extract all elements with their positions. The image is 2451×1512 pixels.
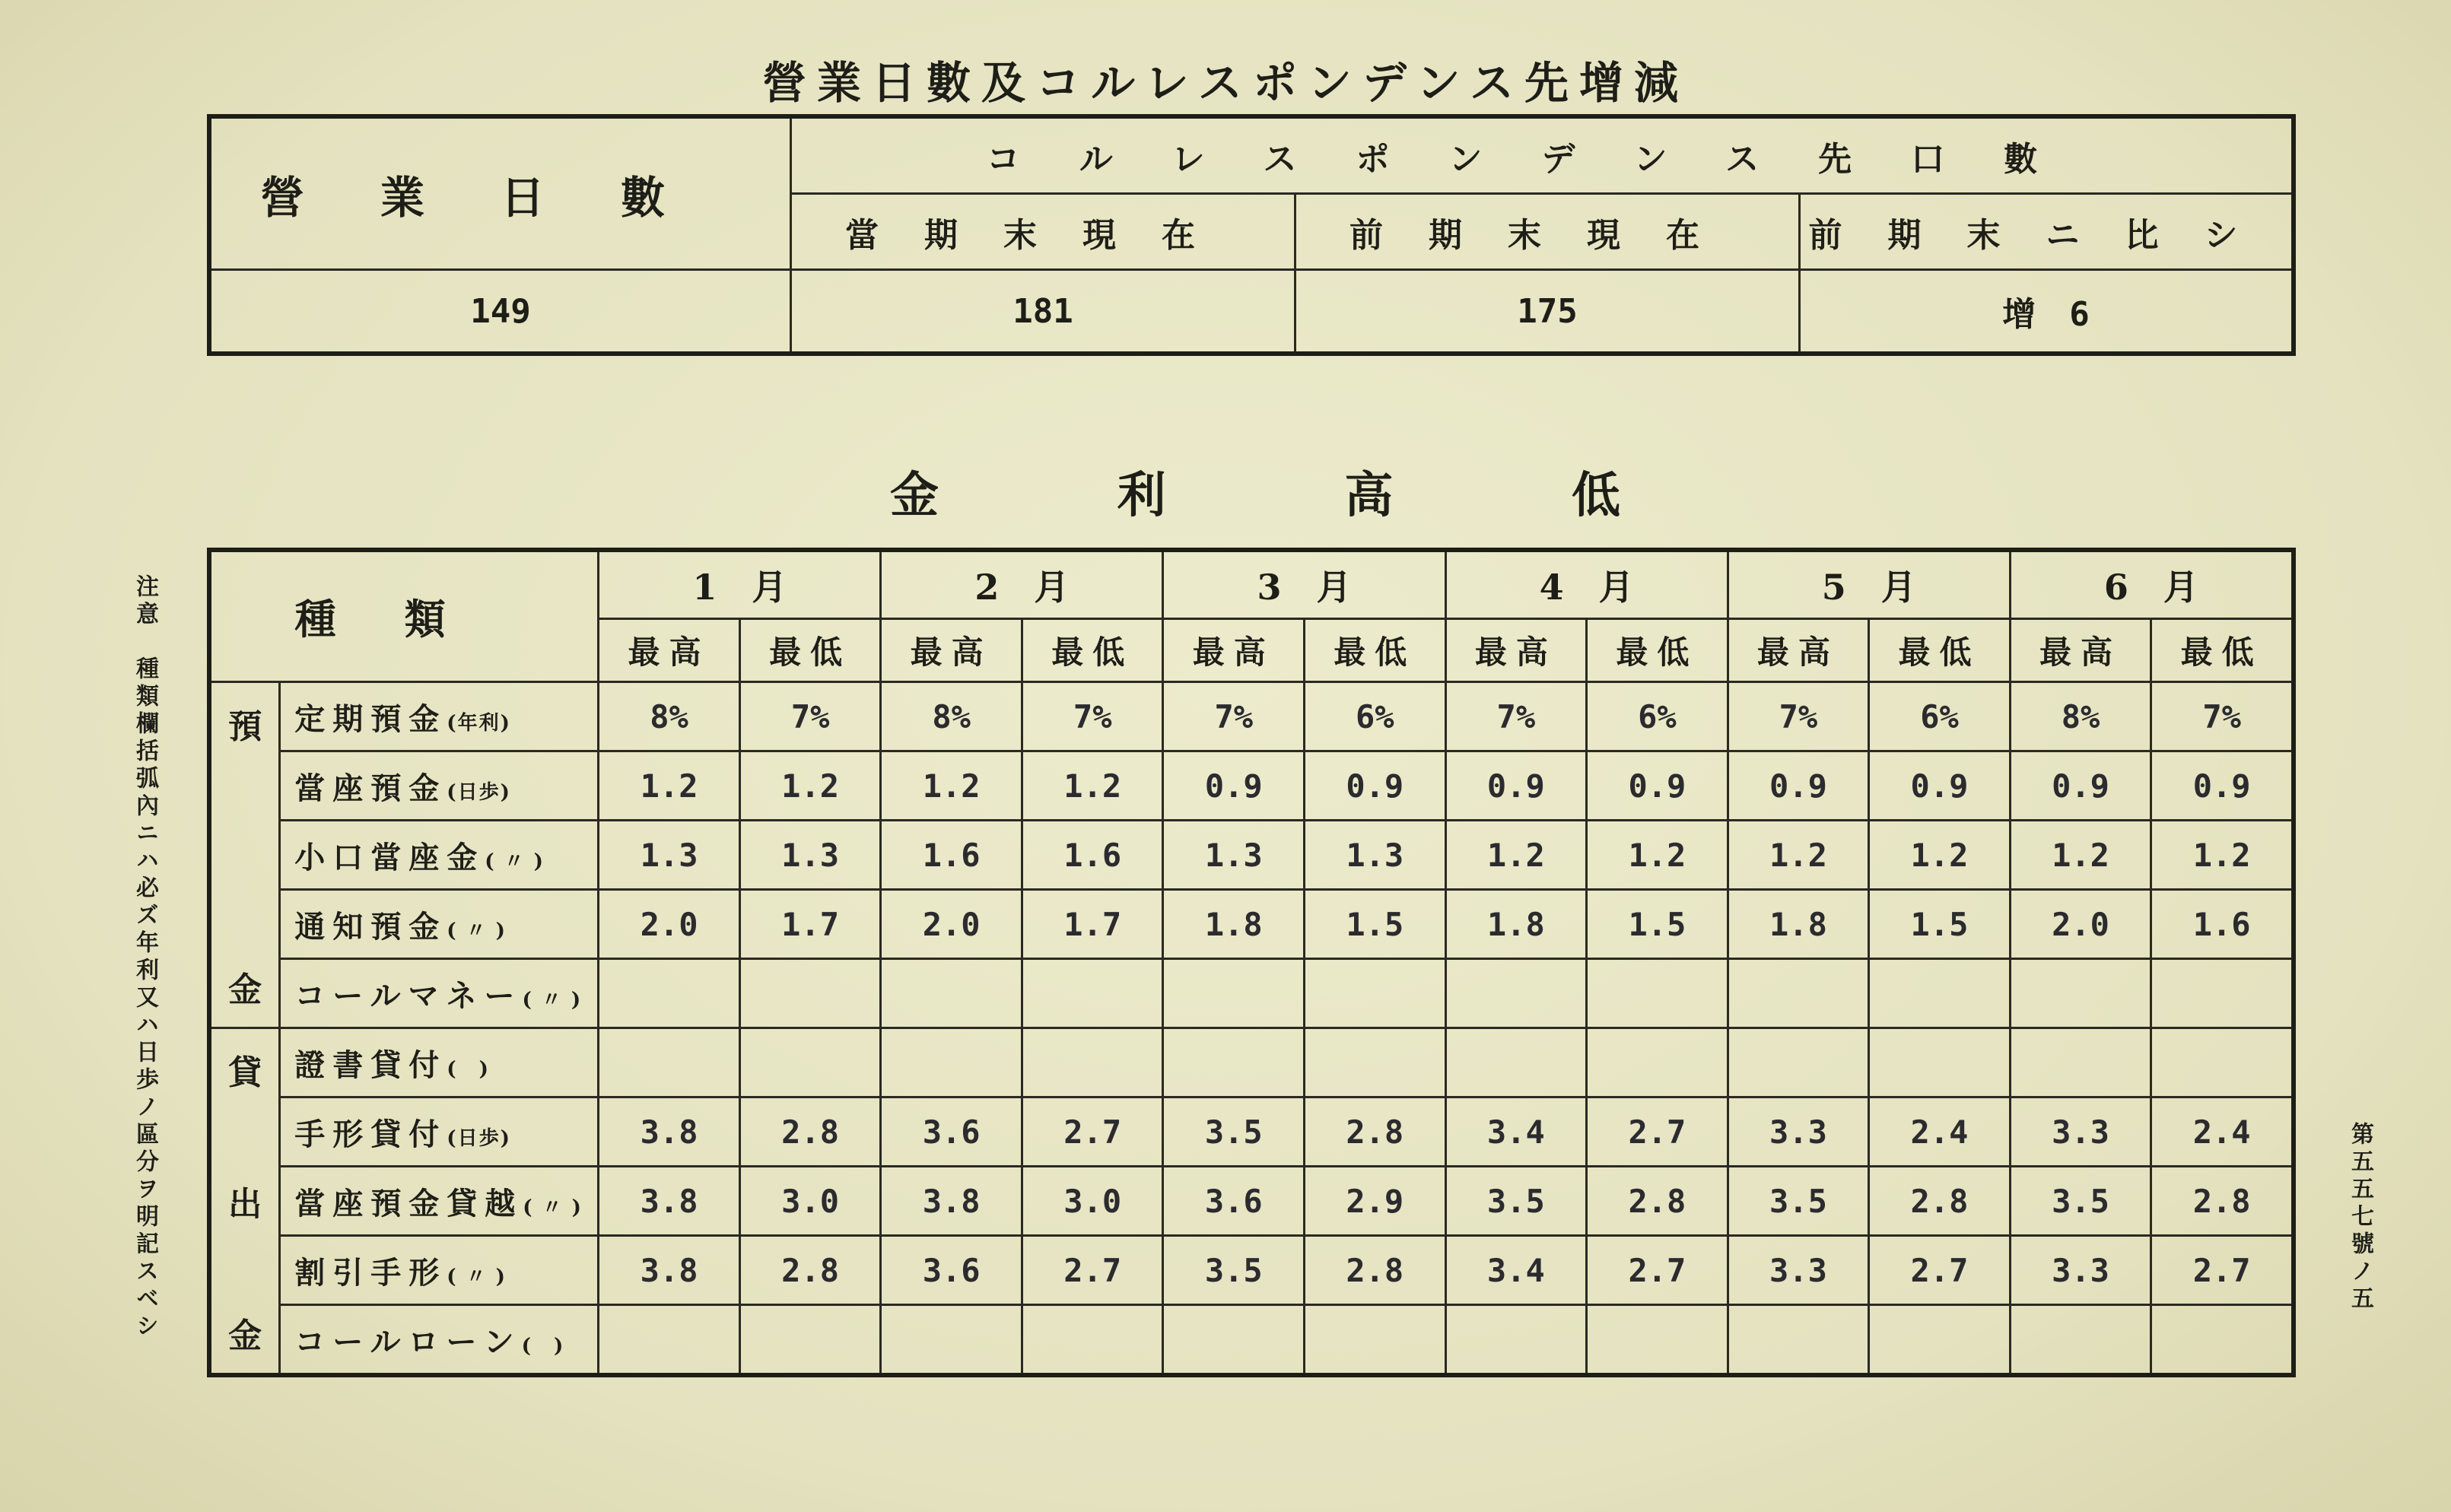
rate-value	[1163, 1028, 1305, 1097]
rate-value: 3.5	[1728, 1167, 1869, 1236]
rate-value	[1587, 1028, 1728, 1097]
rate-value: 0.9	[1445, 751, 1587, 821]
interest-rate-title	[890, 456, 1620, 526]
rate-value: 3.5	[1163, 1097, 1305, 1167]
rate-value: 8%	[2010, 682, 2151, 751]
loan-category	[209, 1028, 280, 1376]
rate-value	[2151, 1305, 2294, 1376]
table-row	[209, 1097, 2294, 1167]
category-char: 金	[228, 1317, 262, 1355]
rate-item-unit: ( )	[447, 1057, 490, 1081]
rate-item-label	[280, 682, 599, 751]
rate-item-unit: ( 〃 )	[447, 919, 507, 942]
rate-value	[1869, 959, 2011, 1028]
rate-value: 2.8	[1869, 1167, 2011, 1236]
rate-value: 0.9	[2010, 751, 2151, 821]
month-header-3: 3 月	[1163, 550, 1445, 619]
rate-value	[2151, 1028, 2294, 1097]
rate-item-label	[280, 1028, 599, 1097]
rate-value: 1.2	[1728, 821, 1869, 890]
month-5-high-label: 最高	[1728, 619, 1869, 682]
rate-value: 2.7	[2151, 1236, 2294, 1305]
month-6-high-label: 最高	[2010, 619, 2151, 682]
rate-value: 3.8	[881, 1167, 1022, 1236]
rate-value	[881, 1305, 1022, 1376]
rate-value: 2.4	[1869, 1097, 2011, 1167]
rate-value: 2.0	[599, 890, 740, 959]
rate-value	[1163, 1305, 1305, 1376]
rate-value: 0.9	[1305, 751, 1446, 821]
rate-item-name: 手形貸付	[294, 1116, 447, 1152]
rate-value: 0.9	[2151, 751, 2294, 821]
rate-value: 1.2	[2010, 821, 2151, 890]
rate-value	[2010, 1305, 2151, 1376]
rate-item-label	[280, 1167, 599, 1236]
previous-period-value: 175	[1295, 270, 1800, 354]
rate-value	[739, 959, 881, 1028]
table-row	[209, 1167, 2294, 1236]
rate-item-label	[280, 1097, 599, 1167]
rate-value: 3.8	[599, 1097, 740, 1167]
rate-value: 2.7	[1022, 1097, 1163, 1167]
correspondents-header: コルレスポンデンス先口數	[791, 116, 2294, 194]
rate-value: 1.3	[1305, 821, 1446, 890]
category-char: 貸	[228, 1053, 262, 1092]
rate-value: 7%	[1445, 682, 1587, 751]
rate-value: 2.0	[2010, 890, 2151, 959]
rate-value: 1.2	[1587, 821, 1728, 890]
rate-value: 3.4	[1445, 1097, 1587, 1167]
rate-value: 2.7	[1587, 1236, 1728, 1305]
rate-value: 1.8	[1163, 890, 1305, 959]
current-period-value: 181	[791, 270, 1295, 354]
rate-value: 1.3	[599, 821, 740, 890]
category-char: 出	[228, 1185, 262, 1224]
rate-value: 2.7	[1587, 1097, 1728, 1167]
month-3-high-label: 最高	[1163, 619, 1305, 682]
current-period-label: 當期末現在	[791, 194, 1295, 270]
month-5-low-label: 最低	[1869, 619, 2011, 682]
rate-value: 2.8	[2151, 1167, 2294, 1236]
rate-item-name: 當座預金	[294, 770, 447, 806]
rate-value	[1728, 959, 1869, 1028]
rate-title-char-1: 金	[890, 467, 939, 524]
kind-header: 種類	[209, 550, 599, 682]
rate-value: 2.8	[739, 1236, 881, 1305]
month-header-6: 6 月	[2010, 550, 2294, 619]
rate-value	[739, 1305, 881, 1376]
rate-value: 1.7	[1022, 890, 1163, 959]
rate-value: 3.3	[2010, 1097, 2151, 1167]
rate-value: 3.0	[1022, 1167, 1163, 1236]
rate-value	[881, 1028, 1022, 1097]
rate-value: 1.8	[1445, 890, 1587, 959]
rate-item-name: 定期預金	[294, 700, 447, 737]
table-row	[209, 821, 2294, 890]
rate-item-name: 割引手形	[294, 1254, 447, 1291]
rate-value: 1.7	[739, 890, 881, 959]
rate-value: 0.9	[1163, 751, 1305, 821]
table-row	[209, 1305, 2294, 1376]
rate-value: 0.9	[1728, 751, 1869, 821]
month-2-low-label: 最低	[1022, 619, 1163, 682]
rate-value	[2010, 959, 2151, 1028]
rate-value	[1163, 959, 1305, 1028]
category-char: 金	[228, 970, 262, 1009]
table-row	[209, 1028, 2294, 1097]
table-row	[209, 890, 2294, 959]
month-4-high-label: 最高	[1445, 619, 1587, 682]
deposit-category	[209, 682, 280, 1028]
rate-value	[1445, 1305, 1587, 1376]
business-days-value: 149	[209, 270, 791, 354]
rate-item-unit: ( 〃 )	[523, 1196, 583, 1219]
month-1-high-label: 最高	[599, 619, 740, 682]
rate-value	[881, 959, 1022, 1028]
rate-value	[599, 1028, 740, 1097]
rate-value	[2010, 1028, 2151, 1097]
rate-value	[599, 1305, 740, 1376]
rate-value	[1587, 1305, 1728, 1376]
rate-value	[1022, 1028, 1163, 1097]
rate-value	[1869, 1305, 2011, 1376]
rate-value: 1.2	[739, 751, 881, 821]
month-1-low-label: 最低	[739, 619, 881, 682]
month-header-5: 5 月	[1728, 550, 2010, 619]
rate-value: 3.5	[2010, 1167, 2151, 1236]
compare-value: 增 6	[1800, 270, 2294, 354]
table-row	[209, 959, 2294, 1028]
rate-value: 1.2	[1869, 821, 2011, 890]
rate-value: 1.5	[1869, 890, 2011, 959]
rate-value: 1.6	[881, 821, 1022, 890]
rate-item-unit: ( 〃 )	[447, 1265, 507, 1288]
month-2-high-label: 最高	[881, 619, 1022, 682]
rate-value: 7%	[1022, 682, 1163, 751]
rate-title-char-2: 利	[1117, 467, 1166, 524]
rate-value: 3.3	[1728, 1097, 1869, 1167]
rate-value	[1305, 1305, 1446, 1376]
rate-value: 2.8	[1305, 1097, 1446, 1167]
rate-value	[1728, 1305, 1869, 1376]
rate-value	[1728, 1028, 1869, 1097]
rate-value: 2.8	[739, 1097, 881, 1167]
rate-value: 1.2	[599, 751, 740, 821]
rate-title-char-4: 低	[1571, 467, 1620, 524]
rate-value	[1445, 959, 1587, 1028]
rate-item-unit: (年利)	[447, 711, 511, 735]
rate-value: 3.6	[1163, 1167, 1305, 1236]
rate-value: 2.0	[881, 890, 1022, 959]
interest-rate-table	[207, 548, 2296, 1377]
rate-item-name: 當座預金貸越	[294, 1185, 523, 1221]
rate-value: 1.3	[739, 821, 881, 890]
rate-value: 1.2	[1022, 751, 1163, 821]
rate-value	[1022, 1305, 1163, 1376]
rate-value: 6%	[1305, 682, 1446, 751]
category-char: 預	[228, 707, 262, 746]
business-days-table	[207, 114, 2296, 356]
rate-value: 1.2	[1445, 821, 1587, 890]
rate-value: 1.3	[1163, 821, 1305, 890]
rate-value: 2.4	[2151, 1097, 2294, 1167]
rate-value: 1.2	[2151, 821, 2294, 890]
previous-period-label: 前期末現在	[1295, 194, 1800, 270]
form-number: 第五五七號ノ五	[2347, 1122, 2373, 1313]
table-row	[209, 682, 2294, 751]
rate-item-name: 小口當座金	[294, 839, 485, 875]
rate-value: 3.5	[1445, 1167, 1587, 1236]
rate-item-name: コールローン	[294, 1323, 522, 1360]
rate-item-unit: ( )	[521, 1334, 565, 1358]
rate-value: 3.0	[739, 1167, 881, 1236]
rate-value: 8%	[599, 682, 740, 751]
compare-label: 前期末ニ比シ	[1800, 194, 2294, 270]
month-header-1: 1 月	[599, 550, 881, 619]
rate-value: 3.3	[2010, 1236, 2151, 1305]
rate-value: 1.5	[1305, 890, 1446, 959]
rate-item-unit: (日歩)	[447, 1126, 511, 1150]
rate-item-label	[280, 959, 599, 1028]
rate-value: 1.6	[2151, 890, 2294, 959]
rate-item-unit: (日歩)	[447, 780, 511, 804]
page-title: 營業日數及コルレスポンデンス先增減	[762, 57, 1689, 109]
rate-value	[599, 959, 740, 1028]
rate-value: 6%	[1869, 682, 2011, 751]
rate-value	[1869, 1028, 2011, 1097]
rate-value: 3.6	[881, 1236, 1022, 1305]
rate-value: 3.8	[599, 1236, 740, 1305]
rate-value: 3.3	[1728, 1236, 1869, 1305]
rate-value: 2.7	[1869, 1236, 2011, 1305]
rate-value: 0.9	[1869, 751, 2011, 821]
rate-value: 1.8	[1728, 890, 1869, 959]
rate-value: 2.8	[1305, 1236, 1446, 1305]
rate-item-name: コールマネー	[294, 977, 523, 1014]
rate-value: 8%	[881, 682, 1022, 751]
rate-value: 7%	[739, 682, 881, 751]
rate-item-label	[280, 751, 599, 821]
rate-value: 2.9	[1305, 1167, 1446, 1236]
rate-value: 3.4	[1445, 1236, 1587, 1305]
rate-value: 2.7	[1022, 1236, 1163, 1305]
rate-value	[1305, 1028, 1446, 1097]
rate-value: 0.9	[1587, 751, 1728, 821]
rate-value: 3.8	[599, 1167, 740, 1236]
rate-item-name: 證書貸付	[294, 1047, 447, 1083]
rate-value: 2.8	[1587, 1167, 1728, 1236]
rate-value: 3.6	[881, 1097, 1022, 1167]
form-note: 注意 種類欄括弧內ニハ必ズ年利又ハ日歩ノ區分ヲ明記スベシ	[132, 574, 158, 1341]
rate-value	[1305, 959, 1446, 1028]
rate-value: 1.2	[881, 751, 1022, 821]
rate-item-label	[280, 821, 599, 890]
rate-value	[1587, 959, 1728, 1028]
rate-value	[2151, 959, 2294, 1028]
rate-value: 7%	[1163, 682, 1305, 751]
rate-title-char-3: 高	[1344, 467, 1394, 524]
rate-item-name: 通知預金	[294, 908, 447, 945]
month-3-low-label: 最低	[1305, 619, 1446, 682]
rate-value: 1.5	[1587, 890, 1728, 959]
month-4-low-label: 最低	[1587, 619, 1728, 682]
business-days-header: 營業日數	[209, 116, 791, 270]
rate-item-unit: ( 〃 )	[522, 988, 583, 1012]
rate-item-label	[280, 1305, 599, 1376]
rate-value: 3.5	[1163, 1236, 1305, 1305]
rate-value	[1445, 1028, 1587, 1097]
month-header-2: 2 月	[881, 550, 1163, 619]
rate-item-label	[280, 1236, 599, 1305]
month-header-4: 4 月	[1445, 550, 1728, 619]
rate-item-label	[280, 890, 599, 959]
table-row	[209, 751, 2294, 821]
rate-value: 7%	[1728, 682, 1869, 751]
rate-value: 1.6	[1022, 821, 1163, 890]
rate-value: 6%	[1587, 682, 1728, 751]
rate-value: 7%	[2151, 682, 2294, 751]
rate-item-unit: ( 〃 )	[485, 850, 545, 873]
rate-value	[1022, 959, 1163, 1028]
month-6-low-label: 最低	[2151, 619, 2294, 682]
rate-value	[739, 1028, 881, 1097]
table-row	[209, 1236, 2294, 1305]
